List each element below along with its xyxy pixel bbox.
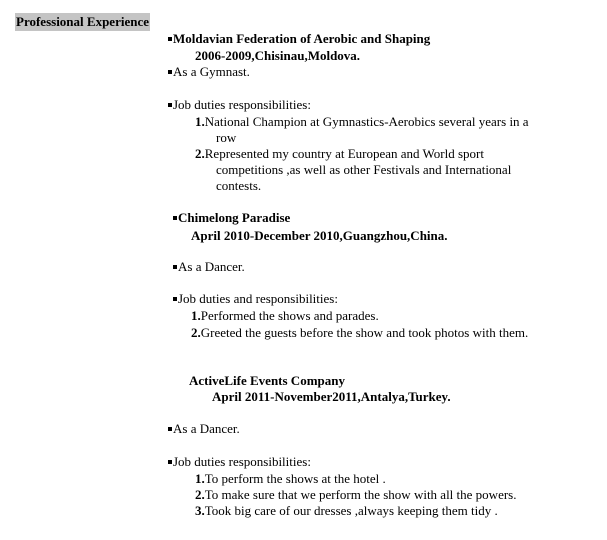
- duty-text: To make sure that we perform the show with all the powers.: [204, 487, 517, 502]
- duty-number: 1.: [195, 114, 205, 129]
- job-2-company-line: [173, 210, 290, 225]
- job-1-role-line: [168, 64, 250, 79]
- duty-text: National Champion at Gymnastics-Aerobics several years in a: [204, 114, 529, 129]
- duty-number: 1.: [191, 308, 201, 323]
- job-1-duties-label-line: [168, 97, 311, 112]
- job-3-company: ActiveLife Events Company: [189, 373, 345, 388]
- job-2-period: April 2010-December 2010,Guangzhou,China.: [191, 228, 448, 243]
- job-2-duty-2: [191, 325, 528, 340]
- job-3-role: As a Dancer.: [173, 421, 240, 436]
- bullet-square-icon: [168, 103, 172, 107]
- bullet-square-icon: [168, 37, 172, 41]
- duty-number: 3.: [195, 503, 205, 518]
- duty-number: 2.: [191, 325, 201, 340]
- job-3-role-line: [168, 421, 240, 436]
- job-1-duty-2: [195, 146, 484, 161]
- duty-text: To perform the shows at the hotel .: [204, 471, 386, 486]
- job-1-duty-2-cont2: contests.: [216, 178, 262, 193]
- job-2-role: As a Dancer.: [178, 259, 245, 274]
- bullet-square-icon: [168, 70, 172, 74]
- job-2-duties-label-line: [173, 291, 338, 306]
- job-1-duty-2-cont: competitions ,as well as other Festivals and International: [216, 162, 512, 177]
- job-3-duties-label: Job duties responsibilities:: [173, 454, 311, 469]
- duty-number: 2.: [195, 146, 205, 161]
- bullet-square-icon: [173, 297, 177, 301]
- job-3-duty-2: [195, 487, 516, 502]
- job-1-company: Moldavian Federation of Aerobic and Shaping: [173, 31, 431, 46]
- job-3-duties-label-line: [168, 454, 311, 469]
- job-3-duty-3: [195, 503, 498, 518]
- bullet-square-icon: [173, 265, 177, 269]
- duty-number: 2.: [195, 487, 205, 502]
- duty-text: Represented my country at European and World sport: [204, 146, 484, 161]
- job-1-company-line: [168, 31, 430, 46]
- bullet-square-icon: [168, 460, 172, 464]
- duty-text: Greeted the guests before the show and took photos with them.: [200, 325, 529, 340]
- job-2-duty-1: [191, 308, 379, 323]
- bullet-square-icon: [173, 216, 177, 220]
- job-3-period: April 2011-November2011,Antalya,Turkey.: [212, 389, 451, 404]
- section-heading: Professional Experience: [16, 14, 149, 29]
- job-1-duties-label: Job duties responsibilities:: [173, 97, 311, 112]
- bullet-square-icon: [168, 427, 172, 431]
- duty-text: Performed the shows and parades.: [200, 308, 379, 323]
- job-1-role: As a Gymnast.: [173, 64, 250, 79]
- job-1-duty-1: [195, 114, 529, 129]
- job-1-period: 2006-2009,Chisinau,Moldova.: [195, 48, 361, 63]
- job-3-duty-1: [195, 471, 386, 486]
- job-1-duty-1-cont: row: [216, 130, 237, 145]
- job-2-role-line: [173, 259, 245, 274]
- duty-text: Took big care of our dresses ,always keeping them tidy .: [204, 503, 498, 518]
- job-2-company: Chimelong Paradise: [178, 210, 291, 225]
- duty-number: 1.: [195, 471, 205, 486]
- job-2-duties-label: Job duties and responsibilities:: [178, 291, 338, 306]
